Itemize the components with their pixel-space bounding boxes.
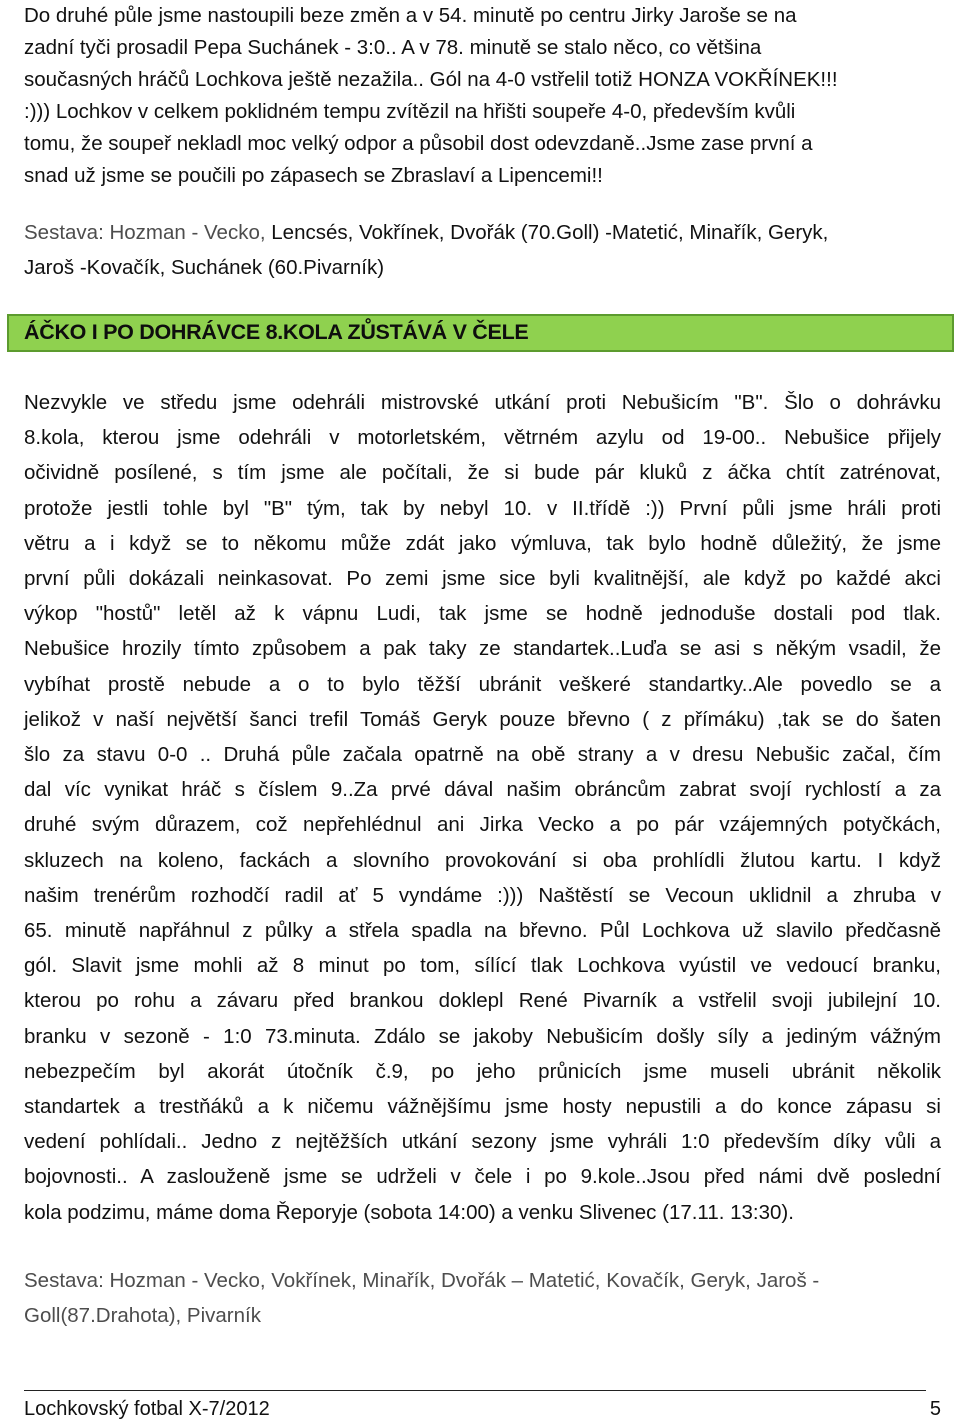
lineup-line: Goll(87.Drahota), Pivarník	[24, 1304, 261, 1327]
text-line: jelikož v naší největší šanci trefil Tomáš Geryk pouze břevno ( z přímáku) ,tak se do šaten	[24, 707, 941, 731]
text-line: nebezpečím byl akorát útočník č.9, po jeho průnicích jsme museli ubránit několik	[24, 1059, 941, 1083]
footer-page-number: 5	[929, 1398, 941, 1420]
text-line: Nezvykle ve středu jsme odehráli mistrovské utkání proti Nebušicím "B". Šlo o dohrávku	[24, 391, 941, 414]
text-line: první půli dokázali neinkasovat. Po zemi jsme sice byli kvalitnější, ale když po každé akci	[24, 567, 941, 591]
text-line: :))) Lochkov v celkem poklidném tempu zvítězil na hřišti soupeře 4-0, především kvůli	[24, 100, 796, 123]
text-line: gól. Slavit jsme mohli až 8 minut po tom, sílící tlak Lochkova vyústil ve vedoucí branku,	[24, 954, 941, 978]
text-line: dal víc vynikat hráč s číslem 9..Za prvé dával našim obráncům zabrat svojí rychlostí a za	[24, 778, 941, 802]
text-line: tomu, že soupeř nekladl moc velký odpor a působil dost odevzdaně..Jsme zase první a	[24, 132, 813, 155]
text-line: 8.kola, kterou jsme odehráli v motorletském, větrném azylu od 19-00.. Nebušice přijely	[24, 426, 941, 450]
text-line: protože jestli tohle byl "B" tým, tak by nebyl 10. v II.třídě :)) První půli jsme hráli proti	[24, 496, 941, 520]
text-line: druhé svým důrazem, což nepřehlédnul ani Jirka Vecko a po pár vzájemných potyčkách,	[24, 813, 941, 837]
footer-publication: Lochkovský fotbal X-7/2012	[24, 1398, 270, 1420]
text-line: šlo za stavu 0-0 .. Druhá půle začala opatrně na obě strany a v dresu Nebušic začal, čím	[24, 743, 941, 767]
text-line: větru a i když se to někomu může zdát jako výmluva, tak bylo hodně důležitý, že jsme	[24, 531, 941, 555]
lineup-line	[24, 215, 941, 250]
lineup-first-match	[24, 215, 941, 285]
intro-paragraph	[24, 0, 941, 192]
lineup-rest: Lencsés, Vokřínek, Dvořák (70.Goll) -Matetić, Minařík, Geryk,	[271, 221, 829, 244]
match-report-paragraph	[24, 385, 941, 1230]
lineup-line: Jaroš -Kovačík, Suchánek (60.Pivarník)	[24, 256, 385, 279]
text-line: Do druhé půle jsme nastoupili beze změn a v 54. minutě po centru Jirky Jaroše se na	[24, 4, 797, 27]
text-line: skluzech na koleno, fackách a slovního provokování si oba prohlídli žlutou kartu. I když	[24, 848, 941, 872]
text-line: vedení pohlídali.. Jedno z nejtěžších utkání sezony jsme vyhráli 1:0 především díky vůli a	[24, 1130, 941, 1154]
text-line: snad už jsme se poučili po zápasech se Zbraslaví a Lipencemi!!	[24, 164, 603, 187]
text-line: současných hráčů Lochkova ještě nezažila.. Gól na 4-0 vstřelil totiž HONZA VOKŘÍNEK!!!	[24, 68, 838, 91]
text-line: 65. minutě napřáhnul z půlky a střela spadla na břevno. Půl Lochkova už slavilo předčasně	[24, 919, 941, 943]
text-line: branku v sezoně - 1:0 73.minuta. Zdálo se jakoby Nebušicím došly síly a jediným vážným	[24, 1024, 941, 1048]
text-line: kterou po rohu a závaru před brankou doklepl René Pivarník a vstřelil svoji jubilejní 10.	[24, 989, 941, 1013]
text-line: standartek a trestňáků a k ničemu vážnějšímu jsme hosty nepustili a do konce zápasu si	[24, 1095, 941, 1119]
text-line: bojovnosti.. A zaslouženě jsme se udrželi v čele i po 9.kole..Jsou před námi dvě poslední	[24, 1165, 941, 1189]
lineup-prefix: Sestava: Hozman - Vecko,	[24, 221, 272, 244]
text-line: Nebušice hrozily tímto způsobem a pak taky ze standartek..Luďa se asi s někým vsadil, že	[24, 637, 941, 661]
text-line: očividně posílené, s tím jsme ale počítali, že si bude pár kluků z áčka chtít zatrénovat,	[24, 461, 941, 485]
text-line: výkop "hostů" letěl až k vápnu Ludi, tak jsme se hodně jednoduše dostali pod tlak.	[24, 602, 941, 626]
text-line: zadní tyči prosadil Pepa Suchánek - 3:0.. A v 78. minutě se stalo něco, co většina	[24, 36, 762, 59]
lineup-second-match	[24, 1263, 941, 1333]
text-line: kola podzimu, máme doma Řeporyje (sobota 14:00) a venku Slivenec (17.11. 13:30).	[24, 1200, 794, 1224]
lineup-line: Sestava: Hozman - Vecko, Vokřínek, Minařík, Dvořák – Matetić, Kovačík, Geryk, Jaroš -	[24, 1269, 820, 1292]
text-line: našim trenérům rozhodčí radil ať 5 vyndáme :))) Naštěstí se Vecoun uklidnil a zhruba v	[24, 883, 941, 907]
section-heading: ÁČKO I PO DOHRÁVCE 8.KOLA ZŮSTÁVÁ V ČELE	[24, 320, 529, 344]
section-heading-bar	[7, 314, 954, 352]
footer-divider	[24, 1390, 926, 1391]
text-line: vybíhat prostě nebude a o to bylo těžší ubránit veškeré standartky..Ale povedlo se a	[24, 672, 941, 696]
